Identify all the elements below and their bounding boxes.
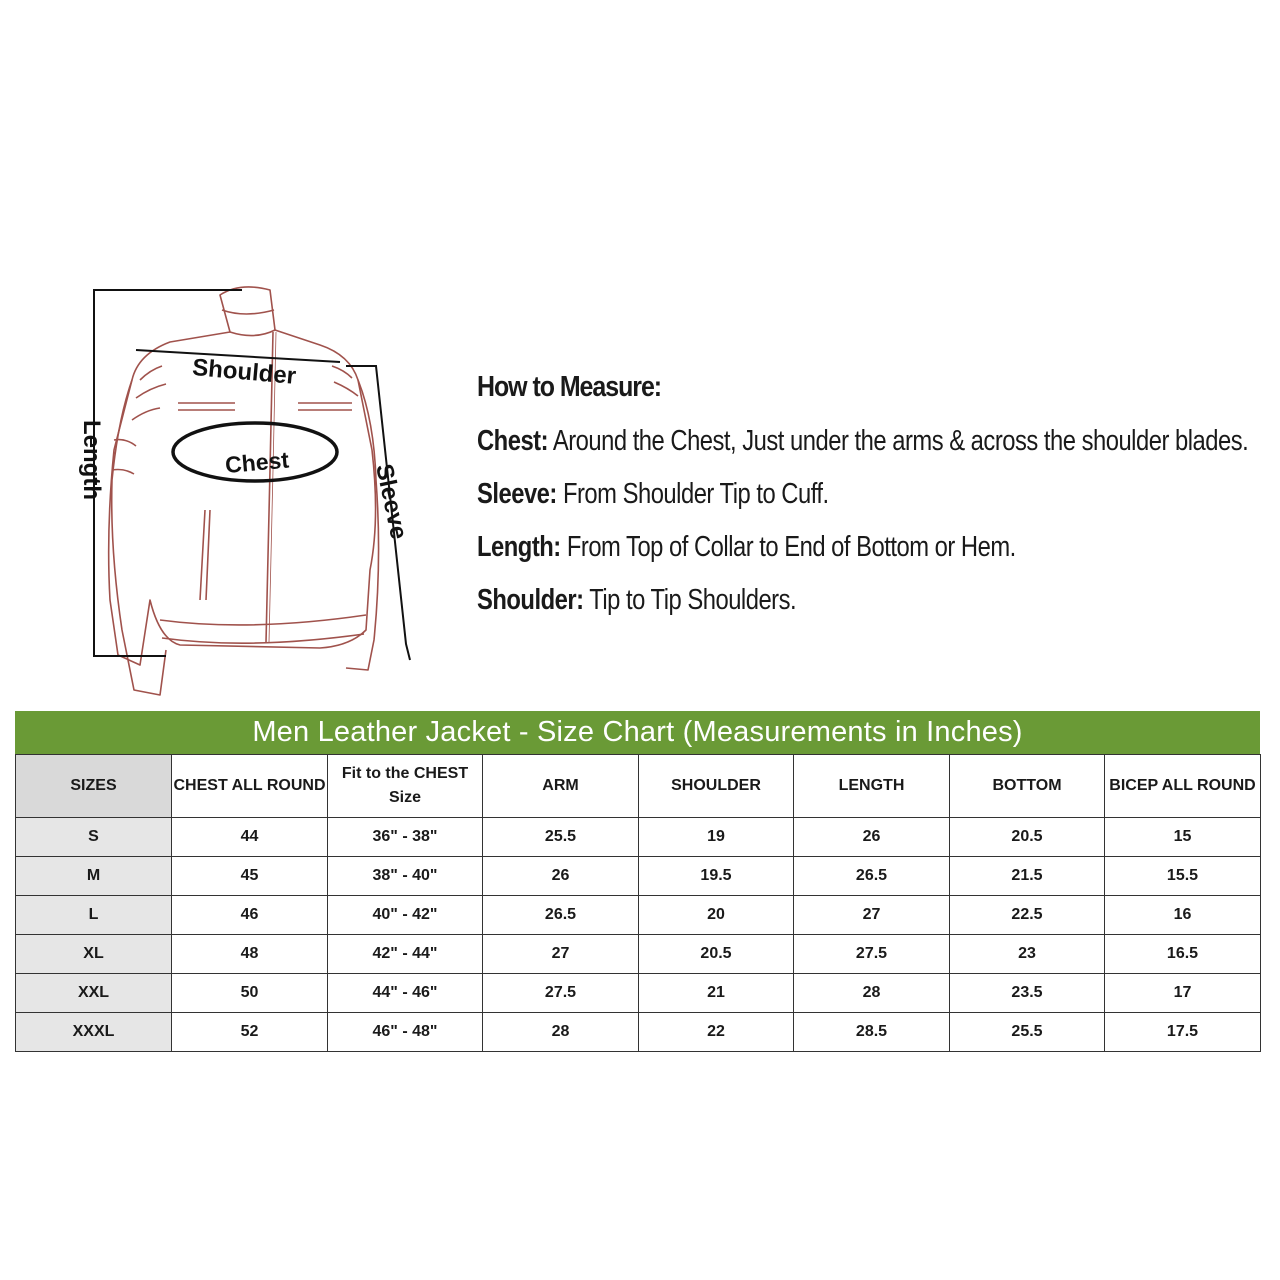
jacket-illustration	[109, 287, 379, 695]
measure-term: Length:	[477, 531, 561, 563]
measure-length	[477, 530, 1125, 564]
measure-text: Around the Chest, Just under the arms & across the shoulder blades.	[552, 425, 1249, 457]
bottom-cell: 22.5	[950, 896, 1105, 935]
length-cell: 28.5	[794, 1013, 950, 1052]
shoulder-cell: 19.5	[639, 857, 794, 896]
chest-cell: 44	[172, 818, 328, 857]
size-cell: XXL	[16, 974, 172, 1013]
header-chest: CHEST ALL ROUND	[172, 755, 328, 818]
bottom-cell: 25.5	[950, 1013, 1105, 1052]
header-fit-line1: Fit to the CHEST	[341, 765, 469, 782]
bottom-cell: 23	[950, 935, 1105, 974]
chest-cell: 45	[172, 857, 328, 896]
shoulder-cell: 20	[639, 896, 794, 935]
size-cell: L	[16, 896, 172, 935]
header-fit	[328, 755, 483, 818]
shoulder-cell: 21	[639, 974, 794, 1013]
bicep-cell: 17	[1105, 974, 1261, 1013]
length-label: Length	[78, 420, 105, 500]
header-bicep: BICEP ALL ROUND	[1105, 755, 1261, 818]
arm-cell: 27	[483, 935, 639, 974]
measure-text: Tip to Tip Shoulders.	[589, 584, 797, 616]
table-row	[16, 818, 1261, 857]
arm-cell: 27.5	[483, 974, 639, 1013]
measure-term: Chest:	[477, 425, 549, 457]
shoulder-cell: 22	[639, 1013, 794, 1052]
arm-cell: 25.5	[483, 818, 639, 857]
table-row	[16, 974, 1261, 1013]
measure-sleeve	[477, 477, 1125, 511]
size-chart-table	[15, 754, 1261, 1052]
length-cell: 26.5	[794, 857, 950, 896]
header-arm: ARM	[483, 755, 639, 818]
chest-cell: 46	[172, 896, 328, 935]
header-length: LENGTH	[794, 755, 950, 818]
length-cell: 26	[794, 818, 950, 857]
table-header-row	[16, 755, 1261, 818]
bicep-cell: 16	[1105, 896, 1261, 935]
fit-cell: 36" - 38"	[328, 818, 483, 857]
how-to-measure	[477, 370, 1267, 636]
shoulder-cell: 20.5	[639, 935, 794, 974]
header-fit-line2: Size	[388, 789, 421, 806]
bottom-cell: 21.5	[950, 857, 1105, 896]
chest-cell: 50	[172, 974, 328, 1013]
bottom-cell: 20.5	[950, 818, 1105, 857]
length-cell: 28	[794, 974, 950, 1013]
arm-cell: 28	[483, 1013, 639, 1052]
size-cell: XL	[16, 935, 172, 974]
bicep-cell: 15.5	[1105, 857, 1261, 896]
chest-cell: 52	[172, 1013, 328, 1052]
table-row	[16, 896, 1261, 935]
measure-term: Sleeve:	[477, 478, 557, 510]
chest-label: Chest	[224, 446, 290, 479]
shoulder-label: Shoulder	[191, 354, 298, 390]
header-bottom: BOTTOM	[950, 755, 1105, 818]
measure-text: From Shoulder Tip to Cuff.	[562, 478, 829, 510]
chest-cell: 48	[172, 935, 328, 974]
shoulder-cell: 19	[639, 818, 794, 857]
table-row	[16, 1013, 1261, 1052]
length-cell: 27	[794, 896, 950, 935]
size-cell: M	[16, 857, 172, 896]
fit-cell: 38" - 40"	[328, 857, 483, 896]
jacket-measurement-diagram	[70, 270, 430, 710]
fit-cell: 40" - 42"	[328, 896, 483, 935]
measure-term: Shoulder:	[477, 584, 584, 616]
size-chart-title: Men Leather Jacket - Size Chart (Measurements in Inches)	[15, 711, 1260, 754]
fit-cell: 46" - 48"	[328, 1013, 483, 1052]
bicep-cell: 17.5	[1105, 1013, 1261, 1052]
measure-text: From Top of Collar to End of Bottom or Hem.	[566, 531, 1016, 563]
length-cell: 27.5	[794, 935, 950, 974]
measure-chest	[477, 424, 1249, 458]
measure-shoulder	[477, 583, 1125, 617]
arm-cell: 26.5	[483, 896, 639, 935]
table-row	[16, 935, 1261, 974]
arm-cell: 26	[483, 857, 639, 896]
size-cell: S	[16, 818, 172, 857]
header-shoulder: SHOULDER	[639, 755, 794, 818]
size-cell: XXXL	[16, 1013, 172, 1052]
sleeve-label: Sleeve	[370, 461, 413, 542]
table-row	[16, 857, 1261, 896]
bottom-cell: 23.5	[950, 974, 1105, 1013]
bicep-cell: 16.5	[1105, 935, 1261, 974]
bicep-cell: 15	[1105, 818, 1261, 857]
header-sizes: SIZES	[16, 755, 172, 818]
fit-cell: 44" - 46"	[328, 974, 483, 1013]
fit-cell: 42" - 44"	[328, 935, 483, 974]
how-to-measure-heading: How to Measure:	[477, 371, 662, 403]
